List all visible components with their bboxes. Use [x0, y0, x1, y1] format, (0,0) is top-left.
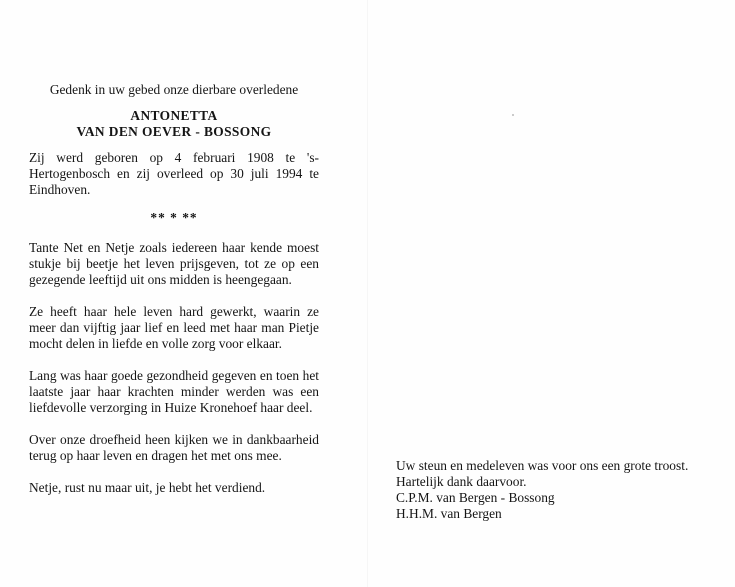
thanks-text-2: Hartelijk dank daarvoor. — [396, 474, 527, 489]
paragraph-4: Over onze droefheid heen kijken we in dankbaarheid terug op haar leven en dragen het met ons mee. — [29, 432, 319, 463]
right-panel — [396, 458, 706, 522]
paragraph-5: Netje, rust nu maar uit, je hebt het verdiend. — [29, 480, 266, 495]
name-full: VAN DEN OEVER - BOSSONG — [76, 124, 272, 139]
stars-divider: ** * ** — [150, 210, 198, 225]
signature-2: H.H.M. van Bergen — [396, 506, 502, 521]
birth-death-text: Zij werd geboren op 4 februari 1908 te 's-Hertogenbosch en zij overleed op 30 juli 1994 te Eindhoven. — [29, 150, 319, 197]
thanks-text: Uw steun en medeleven was voor ons een grote troost. — [396, 458, 689, 473]
intro-line: Gedenk in uw gebed onze dierbare overledene — [49, 82, 299, 97]
signature-1: C.P.M. van Bergen - Bossong — [396, 490, 555, 505]
left-panel — [29, 82, 319, 496]
paragraph-1: Tante Net en Netje zoals iedereen haar kende moest stukje bij beetje het leven prijsgeven, tot ze op een gezegende leeftijd uit ons midden is heengegaan. — [29, 240, 319, 287]
paragraph-3: Lang was haar goede gezondheid gegeven en toen het laatste jaar haar krachten minder werden was een liefdevolle verzorging in Huize Kronehoef haar deel. — [29, 368, 319, 415]
card-fold — [367, 0, 368, 587]
name-first: ANTONETTA — [130, 108, 218, 123]
paragraph-2: Ze heeft haar hele leven hard gewerkt, waarin ze meer dan vijftig jaar lief en leed met haar man Pietje mocht delen in liefde en volle zorg voor elkaar. — [29, 304, 319, 351]
paper-speck — [512, 114, 514, 116]
